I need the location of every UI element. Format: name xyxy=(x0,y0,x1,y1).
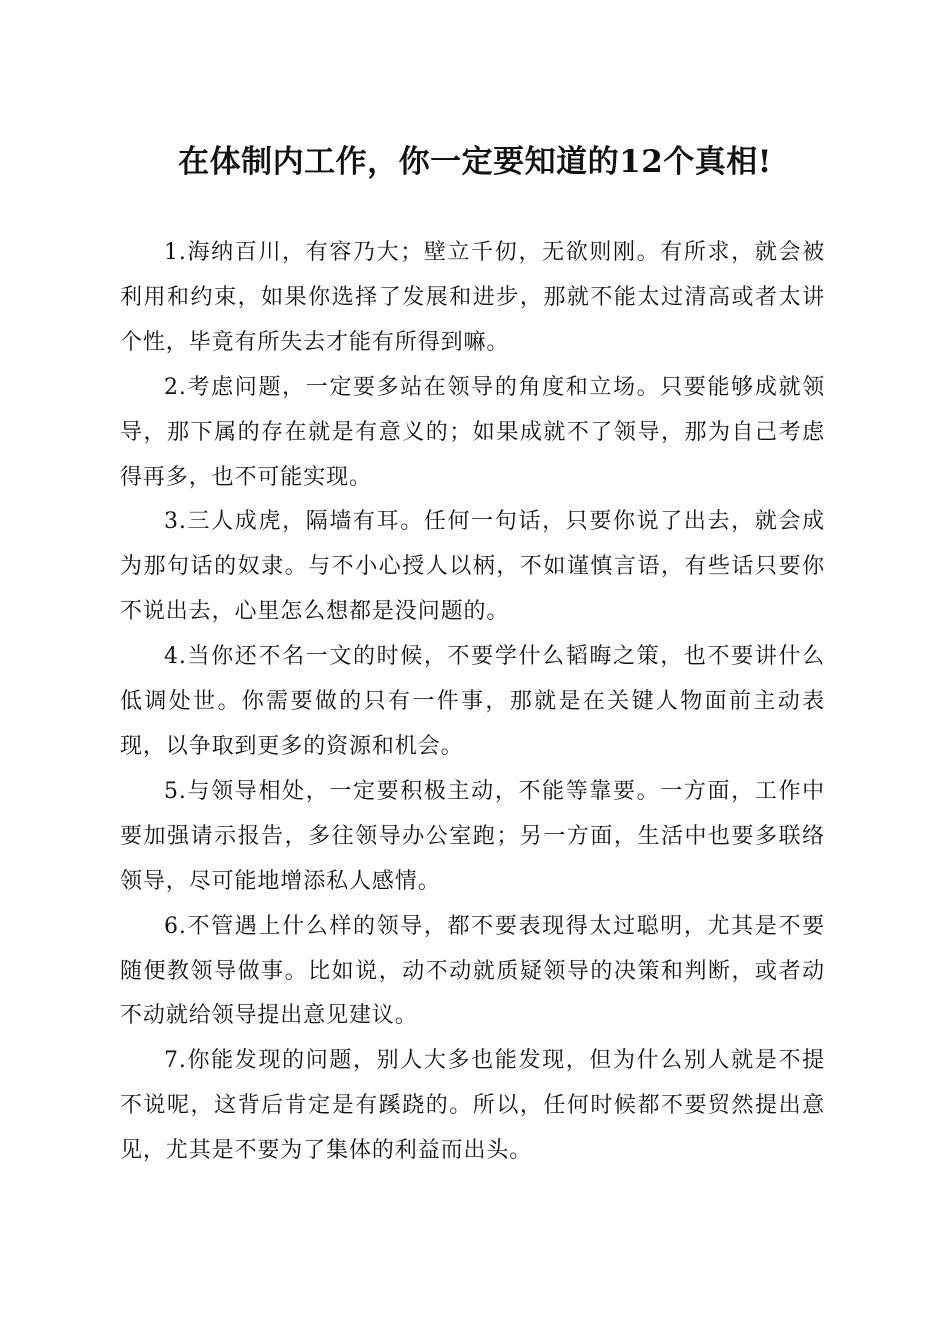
paragraph-2: 2.考虑问题，一定要多站在领导的角度和立场。只要能够成就领导，那下属的存在就是有意义的；如果成就不了领导，那为自己考虑得再多，也不可能实现。 xyxy=(120,374,825,490)
paragraph-6: 6.不管遇上什么样的领导，都不要表现得太过聪明，尤其是不要随便教领导做事。比如说，动不动就质疑领导的决策和判断，或者动不动就给领导提出意见建议。 xyxy=(120,913,825,1029)
document-title: 在体制内工作，你一定要知道的12个真相! xyxy=(178,144,772,180)
paragraph-7: 7.你能发现的问题，别人大多也能发现，但为什么别人就是不提不说呢，这背后肯定是有蹊跷的。所以，任何时候都不要贸然提出意见，尤其是不要为了集体的利益而出头。 xyxy=(120,1048,825,1164)
document-body xyxy=(120,231,825,1174)
paragraph-4: 4.当你还不名一文的时候，不要学什么韬晦之策，也不要讲什么低调处世。你需要做的只有一件事，那就是在关键人物面前主动表现，以争取到更多的资源和机会。 xyxy=(120,644,825,759)
paragraph-1: 1.海纳百川，有容乃大；壁立千仞，无欲则刚。有所求，就会被利用和约束，如果你选择了发展和进步，那就不能太过清高或者太讲个性，毕竟有所失去才能有所得到嘛。 xyxy=(120,240,825,355)
paragraph-3: 3.三人成虎，隔墙有耳。任何一句话，只要你说了出去，就会成为那句话的奴隶。与不小心授人以柄，不如谨慎言语，有些话只要你不说出去，心里怎么想都是没问题的。 xyxy=(120,509,825,625)
paragraph-5: 5.与领导相处，一定要积极主动，不能等靠要。一方面，工作中要加强请示报告，多往领导办公室跑；另一方面，生活中也要多联络领导，尽可能地增添私人感情。 xyxy=(120,778,825,894)
